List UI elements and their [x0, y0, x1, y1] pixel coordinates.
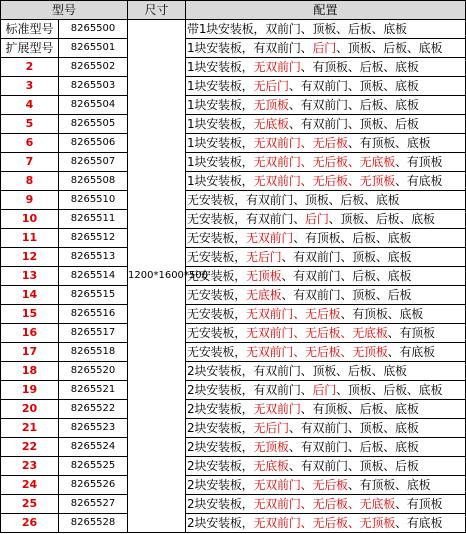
- config-text: 无安装板，: [187, 307, 247, 321]
- config-text: 无安装板，: [187, 250, 247, 264]
- table-row: [1, 96, 466, 115]
- row-code: 8265510: [59, 191, 128, 210]
- config-text: 、有双前门、后板、底板: [288, 440, 419, 454]
- config-text: 、有双前门、顶板、底板: [288, 79, 419, 93]
- row-code: 8265503: [59, 77, 128, 96]
- config-text: 无安装板，: [187, 288, 247, 302]
- row-config: [186, 96, 466, 115]
- row-config: [186, 172, 466, 191]
- row-code: 8265526: [59, 476, 128, 495]
- config-highlight: 无双前门、无后板、无顶板: [246, 345, 388, 359]
- row-label: 8: [1, 172, 59, 191]
- row-label: 18: [1, 362, 59, 381]
- config-highlight: 无双前门: [253, 60, 301, 74]
- config-text: 1块安装板，: [187, 136, 254, 150]
- config-text: 、顶板、后板、底板: [336, 383, 443, 397]
- row-label: 17: [1, 343, 59, 362]
- config-text: 1块安装板，: [187, 98, 254, 112]
- row-config: [186, 267, 466, 286]
- row-code: 8265502: [59, 58, 128, 77]
- config-highlight: 后门: [305, 212, 329, 226]
- row-code: 8265501: [59, 39, 128, 58]
- config-text: 无安装板，有双前门、顶板、后板、底板: [187, 193, 400, 207]
- row-config: [186, 381, 466, 400]
- config-text: 、顶板、后板、底板: [336, 41, 443, 55]
- row-label: 14: [1, 286, 59, 305]
- header-size: 尺寸: [128, 1, 186, 20]
- row-code: 8265508: [59, 172, 128, 191]
- config-highlight: 无后门: [253, 421, 289, 435]
- row-config: [186, 229, 466, 248]
- config-highlight: 无顶板: [253, 440, 289, 454]
- row-code: 8265506: [59, 134, 128, 153]
- table-row: [1, 400, 466, 419]
- config-text: 、有顶板: [395, 497, 443, 511]
- config-text: 、有顶板、后板、底板: [293, 231, 412, 245]
- config-text: 2块安装板，: [187, 459, 254, 473]
- config-text: 、有底板: [387, 345, 435, 359]
- table-row: [1, 77, 466, 96]
- config-text: 无安装板，有双前门、: [187, 212, 306, 226]
- row-config: [186, 419, 466, 438]
- row-label: 扩展型号: [1, 39, 59, 58]
- row-config: [186, 400, 466, 419]
- row-label: 15: [1, 305, 59, 324]
- table-row: [1, 438, 466, 457]
- row-code: 8265513: [59, 248, 128, 267]
- row-label: 5: [1, 115, 59, 134]
- config-text: 、有底板: [395, 516, 443, 530]
- row-config: [186, 495, 466, 514]
- config-text: 、有双前门、后板、底板: [281, 269, 412, 283]
- row-config: [186, 343, 466, 362]
- row-config: [186, 210, 466, 229]
- table-row: [1, 210, 466, 229]
- row-code: 8265525: [59, 457, 128, 476]
- row-label: 19: [1, 381, 59, 400]
- row-code: 8265505: [59, 115, 128, 134]
- config-text: 、有顶板、底板: [347, 136, 431, 150]
- table-body: [1, 20, 466, 533]
- row-code: 8265528: [59, 514, 128, 533]
- config-text: 1块安装板，: [187, 117, 254, 131]
- config-text: 、有顶板: [387, 326, 435, 340]
- config-text: 1块安装板，: [187, 174, 254, 188]
- table-row: [1, 20, 466, 39]
- row-config: [186, 77, 466, 96]
- header-model: 型号: [1, 1, 128, 20]
- table-row: [1, 476, 466, 495]
- row-code: 8265522: [59, 400, 128, 419]
- row-config: [186, 153, 466, 172]
- table-row: [1, 324, 466, 343]
- config-text: 无安装板，: [187, 269, 247, 283]
- config-text: 1块安装板，: [187, 60, 254, 74]
- row-code: 8265523: [59, 419, 128, 438]
- row-code: 8265512: [59, 229, 128, 248]
- table-row: [1, 457, 466, 476]
- row-config: [186, 362, 466, 381]
- table-row: [1, 58, 466, 77]
- row-label: 13: [1, 267, 59, 286]
- config-text: 、有顶板、后板、底板: [300, 402, 419, 416]
- row-label: 20: [1, 400, 59, 419]
- config-highlight: 无后门: [246, 250, 282, 264]
- config-highlight: 后门: [312, 383, 337, 397]
- config-text: 、有双前门、后板、底板: [288, 98, 419, 112]
- row-config: [186, 191, 466, 210]
- row-label: 25: [1, 495, 59, 514]
- row-config: [186, 20, 466, 39]
- row-label: 4: [1, 96, 59, 115]
- row-label: 12: [1, 248, 59, 267]
- table-row: [1, 381, 466, 400]
- table-row: [1, 39, 466, 58]
- table-row: [1, 172, 466, 191]
- config-text: 2块安装板，: [187, 497, 254, 511]
- config-text: 2块安装板，: [187, 421, 254, 435]
- table-row: [1, 419, 466, 438]
- config-highlight: 无双前门、无后板、无顶板: [253, 516, 396, 530]
- row-label: 23: [1, 457, 59, 476]
- config-highlight: 无双前门、无后板、无顶板: [253, 174, 396, 188]
- row-code: 8265517: [59, 324, 128, 343]
- config-highlight: 无双前门、无后板、无底板: [253, 497, 396, 511]
- config-text: 、有双前门、顶板、底板: [281, 250, 412, 264]
- row-config: [186, 39, 466, 58]
- row-label: 21: [1, 419, 59, 438]
- row-config: [186, 438, 466, 457]
- config-highlight: 无双前门、无后板、无底板: [253, 155, 396, 169]
- config-text: 1块安装板，: [187, 155, 254, 169]
- config-highlight: 无双前门: [253, 402, 301, 416]
- config-text: 、有双前门、顶板、底板: [288, 421, 419, 435]
- config-highlight: 无底板: [246, 288, 282, 302]
- config-text: 、有双前门、顶板、后板: [288, 117, 419, 131]
- config-highlight: 无后门: [253, 79, 289, 93]
- table-row: [1, 115, 466, 134]
- row-label: 9: [1, 191, 59, 210]
- config-text: 2块安装板，有双前门、: [187, 383, 313, 397]
- table-row: [1, 191, 466, 210]
- config-text: 2块安装板，: [187, 516, 254, 530]
- row-config: [186, 305, 466, 324]
- table-row: [1, 343, 466, 362]
- config-text: 无安装板，: [187, 231, 247, 245]
- table-row: [1, 514, 466, 533]
- config-text: 2块安装板，有双前门、顶板、后板、底板: [187, 364, 407, 378]
- row-config: [186, 457, 466, 476]
- row-code: 8265521: [59, 381, 128, 400]
- table-row: [1, 134, 466, 153]
- config-highlight: 无双前门、无后板、无底板: [246, 326, 388, 340]
- config-text: 2块安装板，: [187, 440, 254, 454]
- row-code: 8265507: [59, 153, 128, 172]
- config-text: 、有顶板、底板: [347, 478, 431, 492]
- row-config: [186, 134, 466, 153]
- config-text: 无安装板，: [187, 345, 247, 359]
- row-code: 8265515: [59, 286, 128, 305]
- row-label: 26: [1, 514, 59, 533]
- row-label: 7: [1, 153, 59, 172]
- row-code: 8265520: [59, 362, 128, 381]
- row-code: 8265527: [59, 495, 128, 514]
- row-config: [186, 58, 466, 77]
- row-code: 8265504: [59, 96, 128, 115]
- header-config: 配置: [186, 1, 466, 20]
- config-highlight: 无底板: [253, 459, 289, 473]
- config-text: 、有顶板、底板: [340, 307, 424, 321]
- row-code: 8265516: [59, 305, 128, 324]
- table-row: [1, 267, 466, 286]
- row-config: [186, 248, 466, 267]
- row-code: 8265518: [59, 343, 128, 362]
- row-label: 10: [1, 210, 59, 229]
- row-config: [186, 476, 466, 495]
- config-highlight: 无双前门: [246, 231, 294, 245]
- config-text: 、有顶板、后板、底板: [300, 60, 419, 74]
- row-label: 11: [1, 229, 59, 248]
- table-row: [1, 248, 466, 267]
- config-text: 、有顶板: [395, 155, 443, 169]
- header-row: [1, 1, 466, 20]
- config-highlight: 无顶板: [253, 98, 289, 112]
- config-text: 、顶板、后板、底板: [328, 212, 435, 226]
- config-highlight: 无底板: [253, 117, 289, 131]
- config-highlight: 无双前门、无后板: [253, 136, 348, 150]
- table-row: [1, 362, 466, 381]
- row-label: 22: [1, 438, 59, 457]
- config-text: 、有双前门、顶板、后板: [281, 288, 412, 302]
- config-text: 1块安装板，: [187, 79, 254, 93]
- row-config: [186, 115, 466, 134]
- row-config: [186, 324, 466, 343]
- config-text: 无安装板，: [187, 326, 247, 340]
- config-text: 1块安装板，有双前门、: [187, 41, 313, 55]
- table-row: [1, 229, 466, 248]
- config-highlight: 无双前门、无后板: [246, 307, 341, 321]
- row-label: 24: [1, 476, 59, 495]
- row-label: 6: [1, 134, 59, 153]
- config-highlight: 无双前门、无后板: [253, 478, 348, 492]
- table-row: [1, 305, 466, 324]
- row-label: 16: [1, 324, 59, 343]
- config-text: 、有双前门、顶板、后板: [288, 459, 419, 473]
- row-code: 8265511: [59, 210, 128, 229]
- config-text: 2块安装板，: [187, 478, 254, 492]
- row-code: 8265524: [59, 438, 128, 457]
- size-cell: 1200*1600*500: [128, 20, 186, 533]
- config-highlight: 后门: [312, 41, 337, 55]
- row-config: [186, 514, 466, 533]
- table-row: [1, 495, 466, 514]
- config-highlight: 无顶板: [246, 269, 282, 283]
- config-text: 带1块安装板，双前门、顶板、后板、底板: [187, 22, 407, 36]
- config-text: 2块安装板，: [187, 402, 254, 416]
- row-code: 8265514: [59, 267, 128, 286]
- config-text: 、有底板: [395, 174, 443, 188]
- table-row: [1, 286, 466, 305]
- row-label: 2: [1, 58, 59, 77]
- row-label: 3: [1, 77, 59, 96]
- table-row: [1, 153, 466, 172]
- row-code: 8265500: [59, 20, 128, 39]
- row-label: 标准型号: [1, 20, 59, 39]
- row-config: [186, 286, 466, 305]
